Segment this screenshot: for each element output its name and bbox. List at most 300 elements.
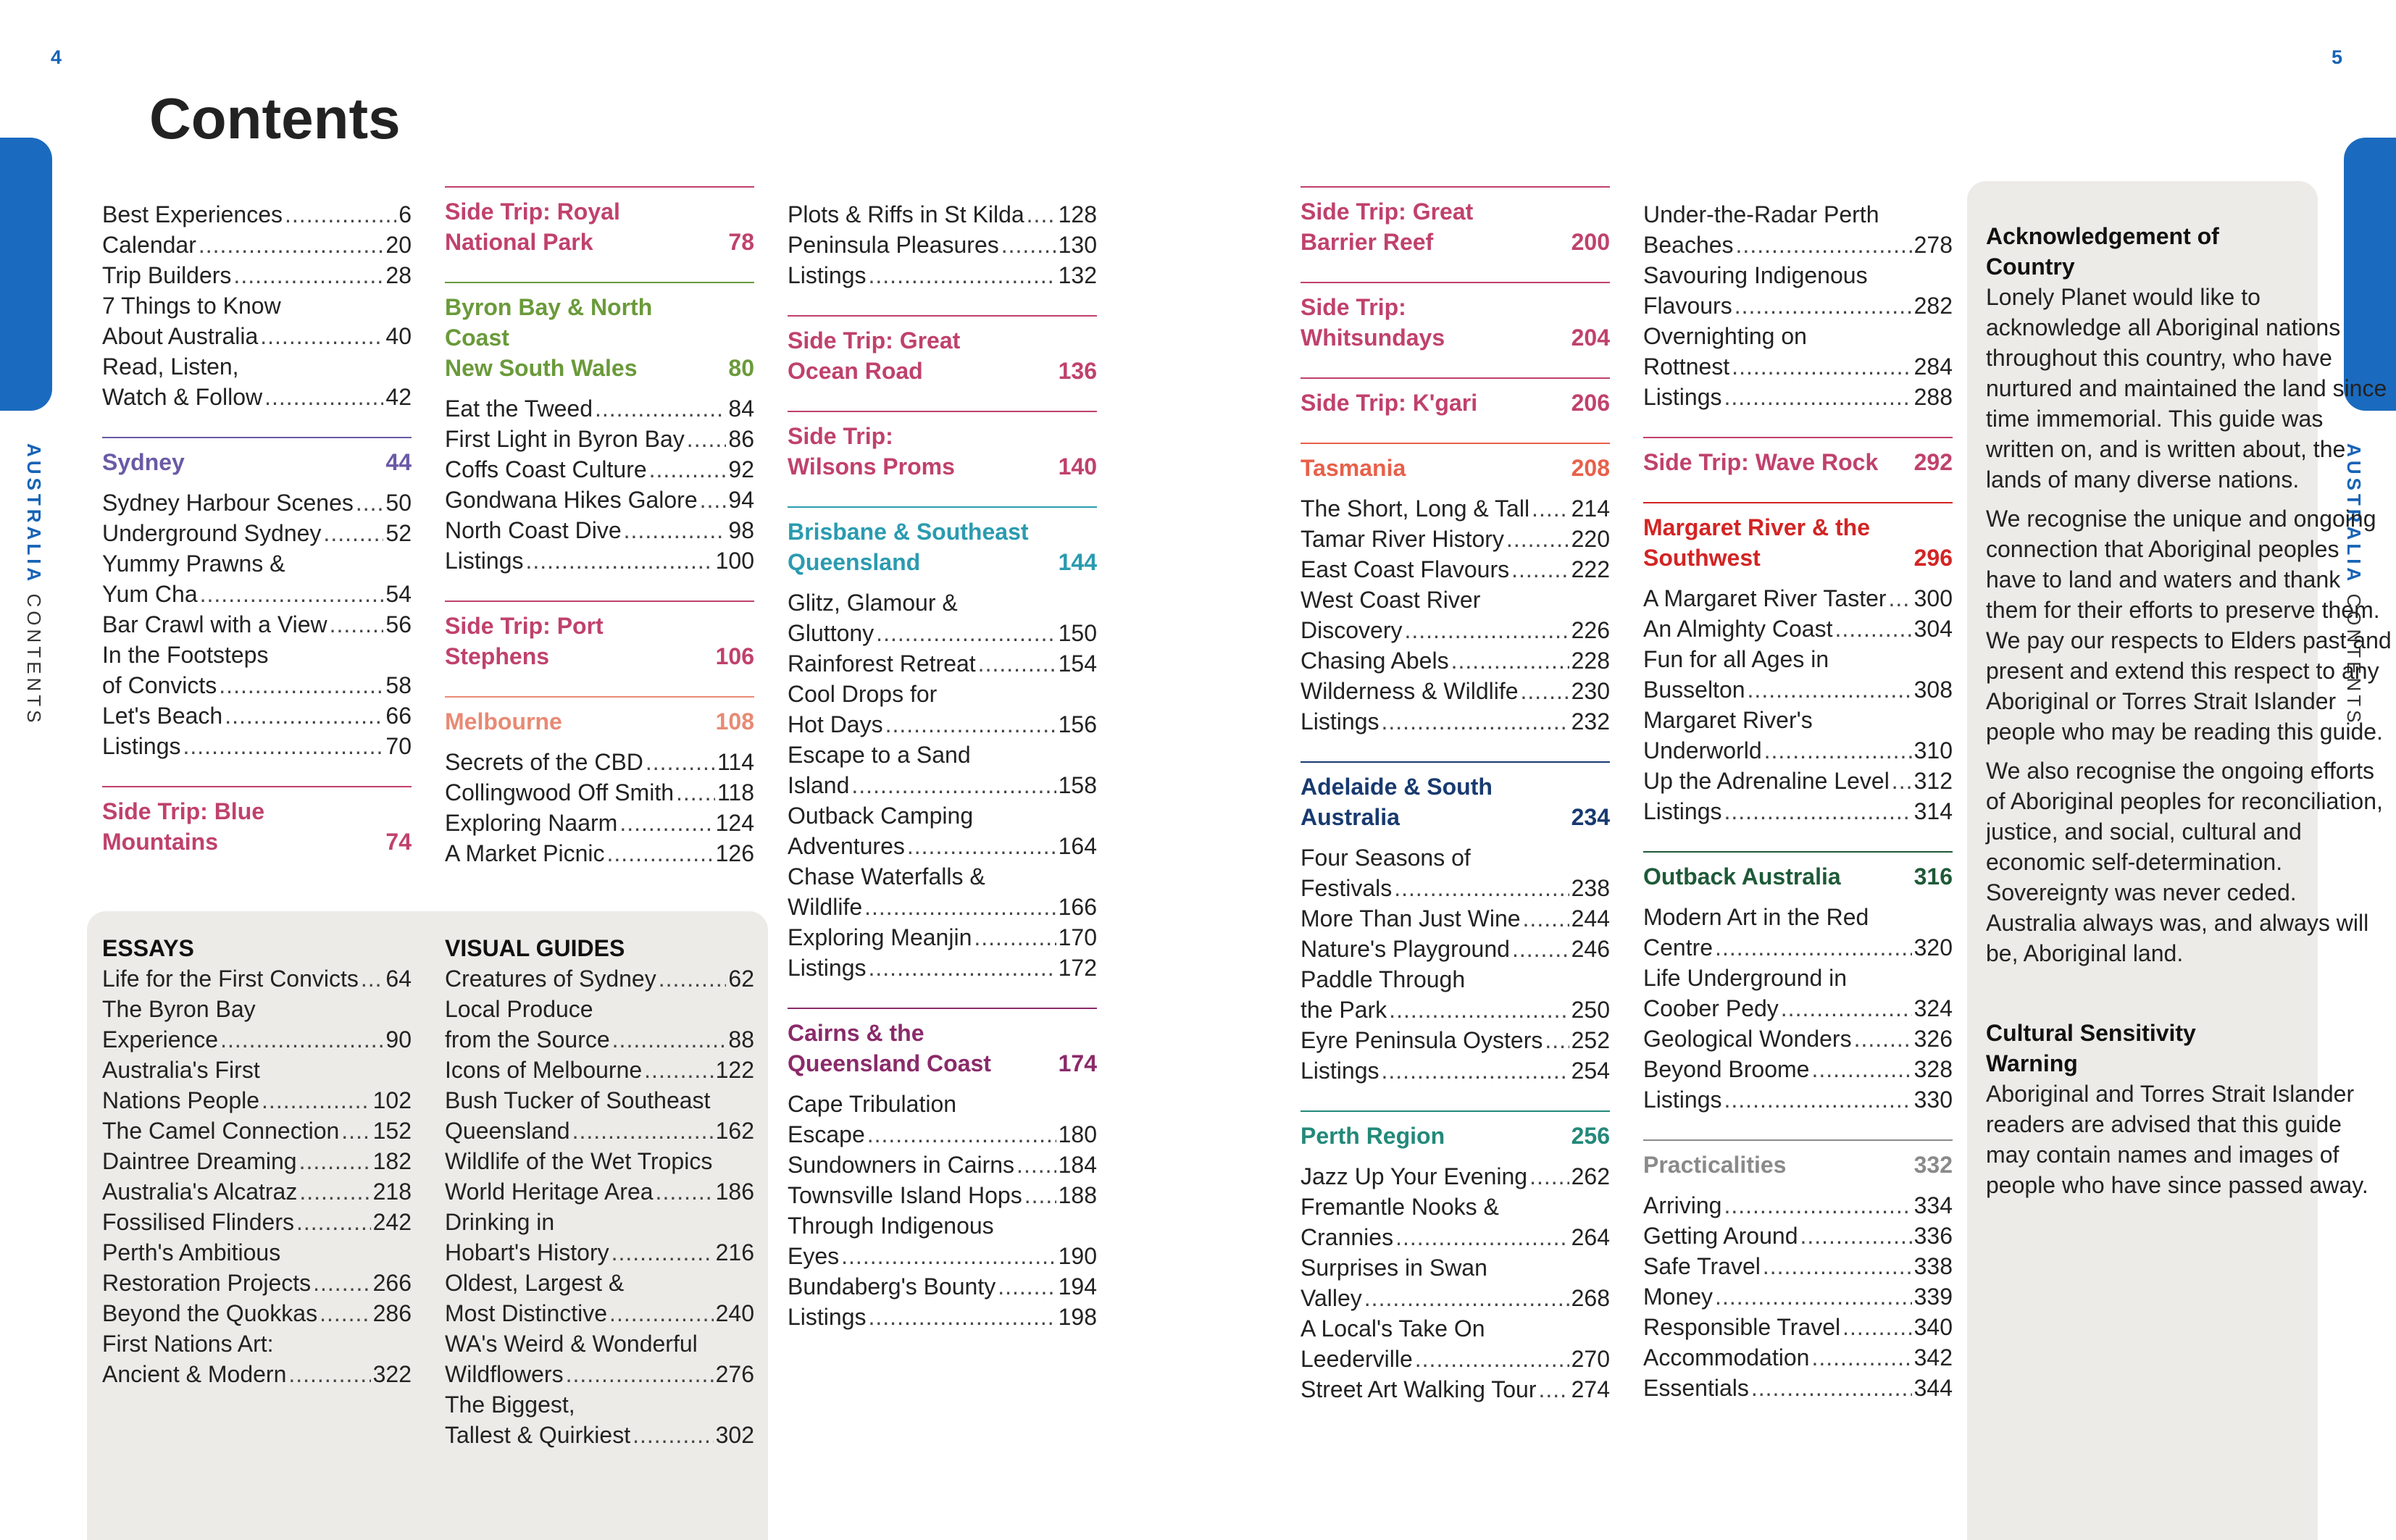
section-heading[interactable]: Side Trip: Great Barrier Reef 200 [1301, 198, 1610, 255]
section-heading[interactable]: Side Trip: K'gari 206 [1301, 390, 1610, 416]
toc-entry[interactable] [102, 518, 412, 548]
toc-entry-label-line[interactable]: Cool Drops for [788, 681, 938, 707]
toc-entry[interactable] [1643, 290, 1953, 321]
section-port-stephens [445, 600, 754, 671]
section-heading[interactable]: Margaret River & the Southwest 296 [1643, 514, 1953, 571]
toc-entry-label: Chasing Abels [1301, 648, 1449, 674]
toc-entry[interactable] [1301, 1374, 1610, 1405]
toc-entry-label-line[interactable]: Cape Tribulation [788, 1091, 957, 1117]
toc-entry-label-line[interactable]: Yummy Prawns & [102, 551, 285, 577]
dot-leader [1889, 583, 1912, 614]
dot-leader [1732, 351, 1911, 382]
toc-entry[interactable] [1301, 873, 1610, 903]
toc-entry-label: Collingwood Off Smith [445, 779, 674, 805]
dot-leader [869, 953, 1056, 983]
toc-entry-label: Exploring Naarm [445, 810, 618, 836]
toc-entry[interactable] [445, 1176, 754, 1207]
toc-entry-page: 344 [1913, 1375, 1953, 1401]
toc-entry[interactable] [788, 1119, 1097, 1150]
toc-entry-label-line[interactable]: 7 Things to Know [102, 293, 281, 319]
toc-entry[interactable] [1643, 230, 1953, 260]
toc-entry-page: 270 [1571, 1346, 1610, 1372]
toc-entry[interactable] [788, 260, 1097, 290]
dot-leader [1394, 873, 1569, 903]
toc-entry[interactable] [102, 199, 412, 230]
toc-entry-label: Beyond Broome [1643, 1056, 1810, 1082]
toc-entry-label: Nature's Playground [1301, 936, 1510, 962]
toc-entry[interactable] [788, 1150, 1097, 1180]
toc-entry-label: First Light in Byron Bay [445, 426, 685, 452]
dot-leader [220, 1024, 383, 1055]
dot-leader [1017, 1150, 1056, 1180]
toc-entry[interactable] [1301, 1344, 1610, 1374]
toc-entry-page: 190 [1058, 1243, 1097, 1269]
toc-entry-label: Let's Beach [102, 703, 223, 729]
toc-entry-label: Nations People [102, 1087, 260, 1113]
toc-entry[interactable] [445, 393, 754, 424]
toc-entry[interactable] [1301, 645, 1610, 676]
visual-guides-list [445, 963, 754, 1450]
dot-leader [1751, 1373, 1912, 1403]
toc-entry-label-line[interactable]: Overnighting on [1643, 323, 1807, 349]
toc-entry[interactable] [1643, 583, 1953, 614]
toc-entry-label: North Coast Dive [445, 517, 622, 543]
dot-leader [299, 1146, 371, 1176]
essays-list [102, 963, 412, 1389]
toc-entry[interactable] [1301, 1161, 1610, 1192]
toc-entry-page: 252 [1571, 1027, 1610, 1053]
toc-entry[interactable] [1643, 932, 1953, 963]
toc-entry[interactable] [1643, 796, 1953, 827]
toc-entry-page: 232 [1571, 708, 1610, 735]
section-adelaide [1301, 761, 1610, 1086]
toc-entry-page: 102 [372, 1087, 412, 1113]
toc-entry[interactable] [102, 579, 412, 609]
toc-entry-label-line[interactable]: A Local's Take On [1301, 1315, 1485, 1342]
section-heading[interactable]: Side Trip: Wave Rock 292 [1643, 449, 1953, 475]
toc-entry-page: 126 [715, 840, 754, 866]
toc-entry[interactable] [102, 1298, 412, 1328]
toc-entry-label: Australia's Alcatraz [102, 1179, 298, 1205]
acknowledgement-paragraph-3: We also recognise the ongoing efforts of Aboriginal peoples for reconciliation, justice, and social, cultural and economic self-determination. Sovereignty was never ceded. Australia always was, and always will be, Aboriginal land. [1986, 758, 2383, 966]
toc-entry-page: 338 [1913, 1253, 1953, 1279]
toc-entry-label-line[interactable]: First Nations Art: [102, 1331, 274, 1357]
toc-entry-label-line[interactable]: Paddle Through [1301, 966, 1466, 992]
toc-entry[interactable] [1643, 1373, 1953, 1403]
toc-entry-label: Listings [788, 262, 867, 288]
toc-entry[interactable] [445, 1420, 754, 1450]
dot-leader [869, 1302, 1056, 1332]
toc-entry-page: 286 [372, 1300, 412, 1326]
toc-entry-label-line[interactable]: Through Indigenous [788, 1213, 994, 1239]
toc-entry-label: Calendar [102, 232, 196, 258]
toc-entry[interactable] [1643, 614, 1953, 644]
toc-entry-label: Festivals [1301, 875, 1393, 901]
section-items [1301, 842, 1610, 1086]
dot-leader [1736, 230, 1912, 260]
toc-entry[interactable] [1301, 615, 1610, 645]
toc-entry[interactable] [1301, 1025, 1610, 1055]
toc-entry-label-line[interactable]: The Biggest, [445, 1392, 575, 1418]
toc-entry[interactable] [102, 963, 412, 994]
toc-entry-page: 54 [385, 581, 412, 607]
toc-entry-label: Gondwana Hikes Galore [445, 487, 698, 513]
toc-entry-page: 152 [372, 1118, 412, 1144]
toc-entry[interactable] [1643, 766, 1953, 796]
toc-entry[interactable] [1643, 1281, 1953, 1312]
section-melbourne [445, 696, 754, 869]
toc-entry-page: 250 [1571, 997, 1610, 1023]
toc-entry-label-line[interactable]: Chase Waterfalls & [788, 863, 985, 890]
toc-entry-page: 244 [1571, 905, 1610, 932]
dot-leader [907, 831, 1056, 861]
toc-entry-label: Island [788, 772, 850, 798]
toc-entry-page: 132 [1058, 262, 1097, 288]
toc-entry-label-line[interactable]: Read, Listen, [102, 353, 239, 380]
dot-leader [607, 838, 714, 869]
toc-entry-label-line[interactable]: Outback Camping [788, 803, 974, 829]
toc-entry[interactable] [1301, 676, 1610, 706]
section-heading[interactable]: Side Trip: Whitsundays 204 [1301, 294, 1610, 351]
toc-entry-page: 322 [372, 1361, 412, 1387]
toc-entry-label-line[interactable]: Savouring Indigenous [1643, 262, 1868, 288]
toc-entry[interactable] [102, 487, 412, 518]
toc-entry[interactable] [1301, 995, 1610, 1025]
toc-entry-label: Sundowners in Cairns [788, 1152, 1015, 1178]
section-wave-rock [1643, 437, 1953, 477]
section-heading[interactable]: Side Trip: Great Ocean Road 136 [788, 327, 1097, 384]
toc-entry-page: 180 [1058, 1121, 1097, 1147]
toc-entry-label: Getting Around [1643, 1223, 1798, 1249]
toc-entry-label-line[interactable]: Fun for all Ages in [1643, 646, 1829, 672]
toc-entry-page: 58 [385, 672, 412, 698]
toc-entry-page: 220 [1571, 526, 1610, 552]
toc-entry-label-line[interactable]: Four Seasons of [1301, 845, 1471, 871]
dot-leader [687, 424, 727, 454]
section-heading[interactable]: Cairns & the Queensland Coast 174 [788, 1020, 1097, 1076]
toc-entry-page: 214 [1571, 495, 1610, 522]
page-title: Contents [149, 86, 401, 151]
toc-entry[interactable] [788, 953, 1097, 983]
toc-entry-label: Secrets of the CBD [445, 749, 643, 775]
toc-entry-page: 278 [1913, 232, 1953, 258]
toc-entry[interactable] [788, 648, 1097, 679]
toc-entry-label-line[interactable]: Australia's First [102, 1057, 260, 1083]
toc-entry-page: 88 [728, 1026, 754, 1053]
toc-entry[interactable] [788, 1241, 1097, 1271]
toc-entry-page: 156 [1058, 711, 1097, 737]
toc-entry-page: 56 [385, 611, 412, 637]
toc-entry[interactable] [102, 1085, 412, 1116]
dot-leader [1545, 1025, 1569, 1055]
toc-entry[interactable] [1301, 1283, 1610, 1313]
section-margaret-river [1643, 502, 1953, 827]
dot-leader [611, 1237, 714, 1268]
toc-entry[interactable] [102, 731, 412, 761]
section-heading[interactable]: Side Trip: Royal National Park 78 [445, 198, 754, 255]
toc-entry-label: Responsible Travel [1643, 1314, 1841, 1340]
toc-entry-label-line[interactable]: Modern Art in the Red [1643, 904, 1869, 930]
dot-leader [644, 1055, 713, 1085]
toc-entry-label-line[interactable]: Under-the-Radar Perth [1643, 201, 1879, 227]
toc-entry[interactable] [102, 1268, 412, 1298]
dot-leader [1523, 903, 1569, 934]
dot-leader [1763, 1251, 1912, 1281]
toc-entry[interactable] [1643, 1312, 1953, 1342]
dot-leader [1506, 524, 1569, 554]
toc-entry-label-line[interactable]: Glitz, Glamour & [788, 590, 958, 616]
toc-entry-label: An Almighty Coast [1643, 616, 1833, 642]
toc-entry[interactable] [102, 670, 412, 700]
dot-leader [200, 579, 384, 609]
toc-entry-page: 300 [1913, 585, 1953, 611]
toc-entry[interactable] [1643, 1190, 1953, 1221]
toc-entry-label: Restoration Projects [102, 1270, 312, 1296]
toc-entry-label-line[interactable]: In the Footsteps [102, 642, 269, 668]
toc-entry-label: Bundaberg's Bounty [788, 1273, 996, 1300]
toc-entry-label-line[interactable]: Drinking in [445, 1209, 555, 1235]
toc-entry[interactable] [788, 230, 1097, 260]
dot-leader [1395, 1222, 1569, 1252]
toc-entry[interactable] [445, 777, 754, 808]
toc-entry-page: 310 [1913, 737, 1953, 763]
toc-entry-label-line[interactable]: Fremantle Nooks & [1301, 1194, 1499, 1220]
section-heading[interactable]: Tasmania 208 [1301, 455, 1610, 481]
toc-entry[interactable] [1301, 1222, 1610, 1252]
toc-entry-label-line[interactable]: Oldest, Largest & [445, 1270, 625, 1296]
toc-entry-page: 222 [1571, 556, 1610, 582]
dot-leader [225, 700, 383, 731]
toc-entry-label-line[interactable]: Bush Tucker of Southeast [445, 1087, 711, 1113]
dot-leader [260, 321, 383, 351]
toc-entry-label-line[interactable]: Wildlife of the Wet Tropics [445, 1148, 713, 1174]
toc-entry[interactable] [788, 709, 1097, 740]
section-perth [1301, 1110, 1610, 1405]
toc-entry-label: Fossilised Flinders [102, 1209, 294, 1235]
toc-entry[interactable] [445, 1298, 754, 1328]
section-heading[interactable]: Melbourne 108 [445, 708, 754, 735]
toc-entry[interactable] [445, 545, 754, 576]
toc-entry[interactable] [788, 1271, 1097, 1302]
toc-entry[interactable] [1301, 706, 1610, 737]
section-kgari [1301, 377, 1610, 418]
toc-entry[interactable] [1301, 524, 1610, 554]
toc-entry[interactable] [788, 831, 1097, 861]
toc-entry-label: Gluttony [788, 620, 875, 646]
side-label-left [22, 443, 45, 726]
toc-entry[interactable] [788, 892, 1097, 922]
toc-entry[interactable] [102, 1024, 412, 1055]
toc-entry[interactable] [1643, 735, 1953, 766]
toc-entry-label-line[interactable]: The Byron Bay [102, 996, 256, 1022]
toc-entry-page: 52 [385, 520, 412, 546]
toc-entry[interactable] [1643, 993, 1953, 1024]
dot-leader [285, 199, 396, 230]
toc-entry[interactable] [102, 1359, 412, 1389]
section-heading[interactable]: Side Trip: Blue Mountains 74 [102, 798, 412, 855]
toc-entry[interactable] [445, 838, 754, 869]
toc-entry[interactable] [1643, 1084, 1953, 1115]
toc-entry-label-line[interactable]: Margaret River's [1643, 707, 1813, 733]
toc-entry[interactable] [1643, 1251, 1953, 1281]
dot-leader [313, 1268, 370, 1298]
toc-entry-page: 40 [385, 323, 412, 349]
dot-leader [572, 1116, 714, 1146]
section-heading[interactable]: Perth Region 256 [1301, 1123, 1610, 1149]
dot-leader [566, 1359, 714, 1389]
dot-leader [646, 747, 715, 777]
section-byron-bay [445, 282, 754, 576]
toc-entry-page: 94 [728, 487, 754, 513]
toc-entry-page: 282 [1913, 293, 1953, 319]
toc-entry-label: Underworld [1643, 737, 1762, 763]
toc-entry[interactable] [445, 424, 754, 454]
toc-entry[interactable] [445, 808, 754, 838]
toc-entry-label: Sydney Harbour Scenes [102, 490, 354, 516]
toc-entry[interactable] [788, 1302, 1097, 1332]
dot-leader [624, 515, 727, 545]
toc-entry-page: 100 [715, 548, 754, 574]
toc-entry[interactable] [1643, 382, 1953, 412]
toc-column-3 [788, 199, 1097, 1357]
toc-entry-label: from the Source [445, 1026, 610, 1053]
toc-entry-label: Busselton [1643, 677, 1745, 703]
dot-leader [1724, 1084, 1912, 1115]
toc-entry[interactable] [788, 618, 1097, 648]
toc-entry-page: 20 [385, 232, 412, 258]
toc-entry[interactable] [445, 515, 754, 545]
section-heading[interactable]: Byron Bay & North Coast New South Wales 80 [445, 294, 754, 381]
toc-entry-label: Escape [788, 1121, 865, 1147]
toc-entry[interactable] [788, 1180, 1097, 1210]
toc-entry[interactable] [102, 609, 412, 640]
toc-entry-label-line[interactable]: Life Underground in [1643, 965, 1848, 991]
toc-entry[interactable] [445, 1237, 754, 1268]
toc-entry-label: Listings [445, 548, 524, 574]
toc-entry-label: Daintree Dreaming [102, 1148, 297, 1174]
toc-entry-label-line[interactable]: Escape to a Sand [788, 742, 971, 768]
toc-entry[interactable] [102, 260, 412, 290]
toc-entry[interactable] [1643, 1054, 1953, 1084]
toc-entry-label: Wilderness & Wildlife [1301, 678, 1519, 704]
toc-entry-label: Centre [1643, 934, 1713, 961]
toc-entry[interactable] [1643, 1342, 1953, 1373]
section-outback [1643, 851, 1953, 1115]
toc-entry[interactable] [445, 454, 754, 485]
toc-entry-page: 304 [1913, 616, 1953, 642]
section-heading[interactable]: Side Trip: Port Stephens 106 [445, 613, 754, 669]
dot-leader [1511, 554, 1569, 585]
toc-entry[interactable] [1643, 674, 1953, 705]
toc-entry[interactable] [1301, 934, 1610, 964]
toc-entry[interactable] [102, 382, 412, 412]
toc-entry[interactable] [1301, 493, 1610, 524]
toc-entry[interactable] [445, 485, 754, 515]
toc-entry-label: About Australia [102, 323, 259, 349]
toc-entry-label-line[interactable]: WA's Weird & Wonderful [445, 1331, 698, 1357]
toc-entry-label: Wildlife [788, 894, 863, 920]
toc-entry-page: 274 [1571, 1376, 1610, 1402]
toc-entry[interactable] [445, 1116, 754, 1146]
toc-column-2 [445, 186, 754, 893]
toc-entry-label: Bar Crawl with a View [102, 611, 327, 637]
toc-entry[interactable] [445, 1055, 754, 1085]
dot-leader [361, 963, 384, 994]
dot-leader [1724, 796, 1912, 827]
dot-leader [1724, 1190, 1911, 1221]
toc-entry-page: 64 [385, 966, 412, 992]
toc-entry-label: Listings [102, 733, 181, 759]
section-heading[interactable]: Sydney 44 [102, 449, 412, 475]
section-items [1301, 493, 1610, 737]
toc-entry-page: 312 [1913, 768, 1953, 794]
toc-entry-page: 302 [715, 1422, 754, 1448]
toc-entry[interactable] [102, 1207, 412, 1237]
toc-entry-page: 328 [1913, 1056, 1953, 1082]
section-items [788, 1089, 1097, 1332]
toc-entry-label-line[interactable]: Perth's Ambitious [102, 1239, 281, 1265]
toc-entry[interactable] [788, 199, 1097, 230]
toc-entry[interactable] [445, 963, 754, 994]
toc-entry-label: Queensland [445, 1118, 570, 1144]
toc-entry-label: Eyre Peninsula Oysters [1301, 1027, 1543, 1053]
toc-entry[interactable] [445, 1359, 754, 1389]
dot-leader [1811, 1054, 1911, 1084]
toc-entry[interactable] [1643, 351, 1953, 382]
toc-entry-label-line[interactable]: West Coast River [1301, 587, 1481, 613]
section-heading[interactable]: Adelaide & South Australia 234 [1301, 774, 1610, 830]
toc-entry-label-line[interactable]: Local Produce [445, 996, 593, 1022]
section-heading[interactable]: Practicalities 332 [1643, 1152, 1953, 1178]
dot-leader [659, 963, 727, 994]
toc-entry-label: Trip Builders [102, 262, 232, 288]
toc-entry[interactable] [1301, 903, 1610, 934]
section-heading[interactable]: Outback Australia 316 [1643, 863, 1953, 890]
section-items [1643, 902, 1953, 1115]
dot-leader [612, 1024, 727, 1055]
toc-entry-page: 130 [1058, 232, 1097, 258]
toc-entry[interactable] [102, 230, 412, 260]
section-heading[interactable]: Side Trip: Wilsons Proms 140 [788, 423, 1097, 480]
toc-entry[interactable] [102, 1146, 412, 1176]
toc-entry-page: 114 [717, 749, 754, 775]
toc-entry-page: 326 [1913, 1026, 1953, 1052]
dot-leader [330, 609, 384, 640]
toc-entry[interactable] [445, 1024, 754, 1055]
toc-entry[interactable] [102, 321, 412, 351]
acknowledgement-heading: Acknowledgement of Country [1986, 223, 2219, 280]
dot-leader [1532, 493, 1569, 524]
toc-entry[interactable] [102, 1176, 412, 1207]
toc-entry-label: Listings [788, 1304, 867, 1330]
section-heading[interactable]: Brisbane & Southeast Queensland 144 [788, 519, 1097, 575]
toc-entry[interactable] [1643, 1024, 1953, 1054]
dot-leader [262, 1085, 371, 1116]
toc-entry[interactable] [788, 922, 1097, 953]
toc-entry[interactable] [1301, 554, 1610, 585]
toc-entry-label: Coober Pedy [1643, 995, 1779, 1021]
toc-entry[interactable] [102, 1116, 412, 1146]
toc-entry[interactable] [788, 770, 1097, 800]
toc-entry[interactable] [1643, 1221, 1953, 1251]
toc-entry-label-line[interactable]: Surprises in Swan [1301, 1255, 1487, 1281]
toc-entry-page: 6 [398, 201, 412, 227]
toc-entry-page: 158 [1058, 772, 1097, 798]
toc-entry[interactable] [102, 700, 412, 731]
toc-entry[interactable] [445, 747, 754, 777]
dot-leader [885, 709, 1056, 740]
toc-entry[interactable] [1301, 1055, 1610, 1086]
